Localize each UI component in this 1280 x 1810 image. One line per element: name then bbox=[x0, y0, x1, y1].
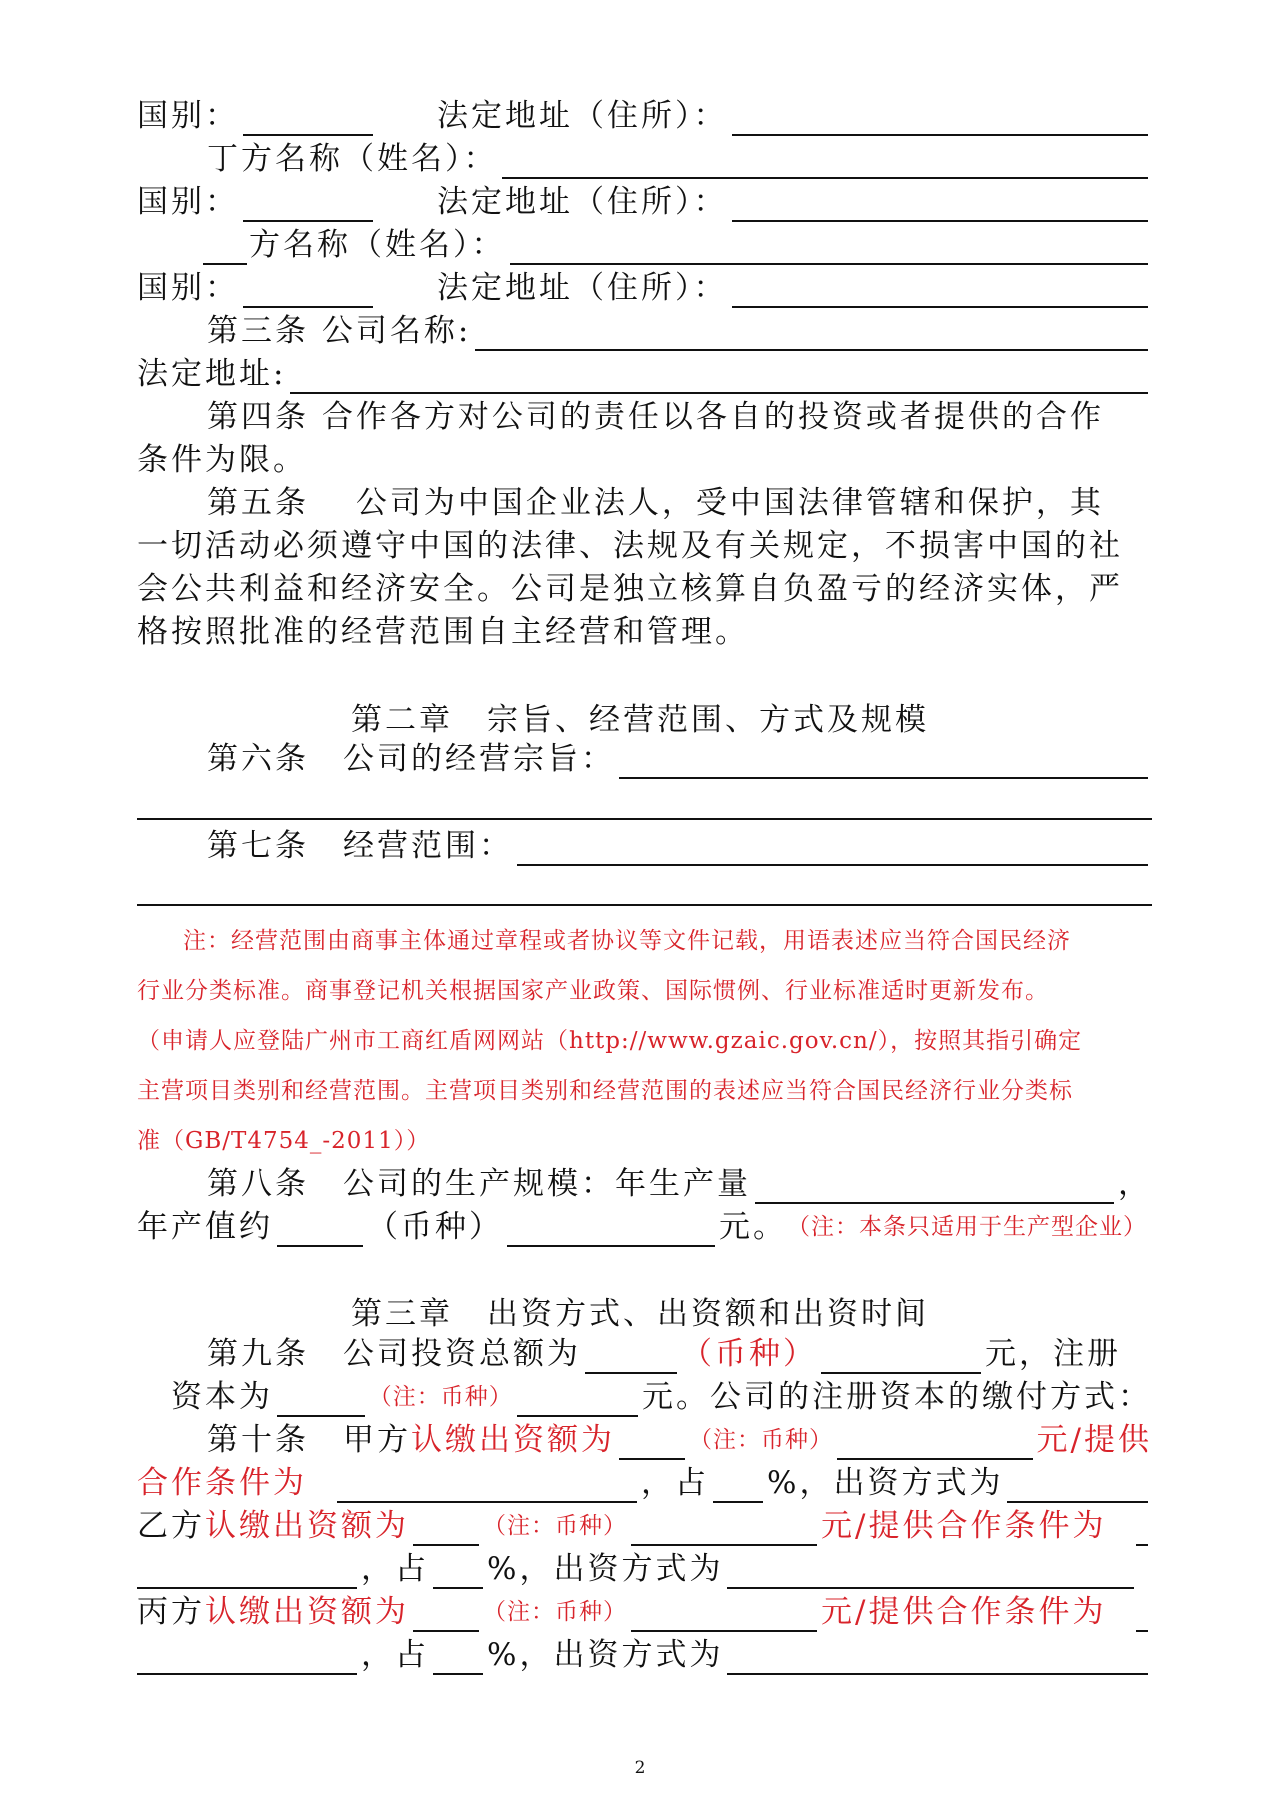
article-5-text: 会公共利益和经济安全。公司是独立核算自负盈亏的经济实体，严 bbox=[137, 571, 1123, 607]
article-5-line-3 bbox=[137, 565, 1152, 609]
blank-party-a-amount[interactable] bbox=[619, 1424, 685, 1460]
label-cooperation-conditions: 合作条件为 bbox=[137, 1465, 307, 1501]
line-article-9 bbox=[137, 1330, 1152, 1374]
blank-party-prefix[interactable] bbox=[203, 229, 247, 265]
note-line: 准（GB/T4754_-2011）） bbox=[137, 1128, 431, 1154]
note-currency: （注：币种） bbox=[483, 1599, 627, 1625]
line-annual-value bbox=[137, 1203, 1152, 1247]
line-party-d-name bbox=[137, 135, 1152, 179]
blank-annual-value[interactable] bbox=[277, 1211, 363, 1247]
blank-party-b-currency-amount[interactable] bbox=[631, 1510, 817, 1546]
label-contribution-method: %，出资方式为 bbox=[487, 1551, 724, 1587]
label-legal-address: 法定地址（住所）： bbox=[437, 184, 728, 220]
label-currency: （币种） bbox=[367, 1209, 503, 1245]
chapter-3-heading: 第三章 出资方式、出资额和出资时间 bbox=[351, 1296, 929, 1332]
article-3-label: 第三条 公司名称: bbox=[207, 313, 472, 349]
blank-registered-capital[interactable] bbox=[277, 1381, 365, 1417]
label-payment-method: 元。公司的注册资本的缴付方式： bbox=[642, 1379, 1152, 1415]
article-5-text: 一切活动必须遵守中国的法律、法规及有关规定，不损害中国的社 bbox=[137, 528, 1123, 564]
label-subscribed-amount: 认缴出资额为 bbox=[205, 1508, 409, 1544]
blank-party-b-conditions[interactable] bbox=[1136, 1510, 1148, 1546]
blank-party-a-method[interactable] bbox=[1007, 1467, 1148, 1503]
line-country-c bbox=[137, 92, 1152, 136]
label-yuan-provide: 元/提供合作条件为 bbox=[821, 1508, 1107, 1544]
blank-party-a-currency-amount[interactable] bbox=[837, 1424, 1033, 1460]
note-currency: （注：币种） bbox=[689, 1427, 833, 1453]
article-4-line-1 bbox=[137, 393, 1152, 437]
article-5-line-2 bbox=[137, 522, 1152, 566]
blank-total-amount[interactable] bbox=[821, 1338, 981, 1374]
blank-company-name[interactable] bbox=[475, 315, 1148, 351]
label-country: 国别： bbox=[137, 184, 239, 220]
blank-legal-address[interactable] bbox=[732, 186, 1149, 222]
label-country: 国别： bbox=[137, 270, 239, 306]
blank-business-purpose-cont[interactable] bbox=[137, 818, 1152, 820]
blank-total-investment[interactable] bbox=[585, 1338, 677, 1374]
article-7-label: 第七条 经营范围： bbox=[207, 828, 513, 864]
blank-party-c-conditions-cont[interactable] bbox=[137, 1639, 357, 1675]
blank-registered-amount[interactable] bbox=[517, 1381, 638, 1417]
blank-currency-amount[interactable] bbox=[507, 1211, 715, 1247]
line-party-x-name bbox=[137, 221, 1152, 265]
blank-business-purpose[interactable] bbox=[619, 743, 1148, 779]
label-country: 国别： bbox=[137, 98, 239, 134]
blank-country[interactable] bbox=[243, 100, 373, 136]
line-article-7 bbox=[137, 822, 1152, 866]
blank-company-address[interactable] bbox=[290, 358, 1148, 394]
label-contribution-method: %，出资方式为 bbox=[487, 1637, 724, 1673]
label-subscribed-amount: 认缴出资额为 bbox=[205, 1594, 409, 1630]
label-yuan-provide: 元/提供合作条件为 bbox=[821, 1594, 1107, 1630]
blank-country[interactable] bbox=[243, 186, 373, 222]
article-5-line-4 bbox=[137, 608, 1152, 652]
article-4-text: 条件为限。 bbox=[137, 442, 307, 478]
label-party-c: 丙方 bbox=[137, 1594, 205, 1630]
note-currency: （注：币种） bbox=[368, 1384, 513, 1410]
blank-party-c-percent[interactable] bbox=[433, 1639, 483, 1675]
label-currency: （币种） bbox=[681, 1336, 817, 1372]
chapter-2-heading: 第二章 宗旨、经营范围、方式及规模 bbox=[351, 702, 929, 738]
blank-party-b-amount[interactable] bbox=[413, 1510, 479, 1546]
note-line: 主营项目类别和经营范围。主营项目类别和经营范围的表述应当符合国民经济行业分类标 bbox=[137, 1078, 1073, 1104]
line-party-a-conditions bbox=[137, 1459, 1152, 1503]
blank-annual-output[interactable] bbox=[755, 1168, 1114, 1204]
label-party-x-name: 方名称（姓名）： bbox=[249, 227, 506, 263]
label-yuan-register: 元，注册 bbox=[985, 1336, 1121, 1372]
article-5-text: 格按照批准的经营范围自主经营和管理。 bbox=[137, 614, 749, 650]
line-country-x bbox=[137, 264, 1152, 308]
note-line: 行业分类标准。商事登记机关根据国家产业政策、国际惯例、行业标准适时更新发布。 bbox=[137, 978, 1049, 1004]
note-line: 注：经营范围由商事主体通过章程或者协议等文件记载，用语表述应当符合国民经济 bbox=[183, 928, 1071, 954]
line-party-c bbox=[137, 1588, 1152, 1632]
blank-party-b-conditions-cont[interactable] bbox=[137, 1553, 357, 1589]
label-share: ，占 bbox=[641, 1465, 709, 1501]
label-registered-capital: 资本为 bbox=[171, 1379, 273, 1415]
line-party-c-share bbox=[137, 1631, 1152, 1675]
article-4-text: 第四条 合作各方对公司的责任以各自的投资或者提供的合作 bbox=[207, 399, 1104, 435]
blank-party-b-method[interactable] bbox=[727, 1553, 1134, 1589]
blank-legal-address[interactable] bbox=[732, 272, 1149, 308]
blank-party-a-conditions[interactable] bbox=[337, 1467, 637, 1503]
blank-country[interactable] bbox=[243, 272, 373, 308]
label-share: ，占 bbox=[361, 1637, 429, 1673]
blank-business-scope[interactable] bbox=[517, 830, 1148, 866]
comma: ， bbox=[1118, 1166, 1152, 1202]
line-party-b bbox=[137, 1502, 1152, 1546]
line-country-d bbox=[137, 178, 1152, 222]
blank-party-c-conditions[interactable] bbox=[1136, 1596, 1148, 1632]
line-article-8 bbox=[137, 1160, 1152, 1204]
label-yuan-provide: 元/提供 bbox=[1036, 1422, 1152, 1458]
line-article-6 bbox=[137, 735, 1152, 779]
blank-party-c-method[interactable] bbox=[727, 1639, 1148, 1675]
article-5-text: 第五条 公司为中国企业法人，受中国法律管辖和保护，其 bbox=[207, 485, 1104, 521]
line-party-b-share bbox=[137, 1545, 1152, 1589]
label-yuan: 元。 bbox=[719, 1209, 787, 1245]
article-4-line-2 bbox=[137, 436, 1152, 480]
label-share: ，占 bbox=[361, 1551, 429, 1587]
label-legal-address: 法定地址（住所）： bbox=[437, 270, 728, 306]
note-currency: （注：币种） bbox=[483, 1513, 627, 1539]
label-contribution-method: %，出资方式为 bbox=[767, 1465, 1004, 1501]
blank-party-a-percent[interactable] bbox=[713, 1467, 763, 1503]
line-registered-capital bbox=[137, 1373, 1152, 1417]
label-legal-address: 法定地址（住所）： bbox=[437, 98, 728, 134]
blank-legal-address[interactable] bbox=[732, 100, 1149, 136]
blank-party-c-currency-amount[interactable] bbox=[631, 1596, 817, 1632]
article-8-label: 第八条 公司的生产规模：年生产量 bbox=[207, 1166, 751, 1202]
blank-party-b-percent[interactable] bbox=[433, 1553, 483, 1589]
blank-party-x-name[interactable] bbox=[510, 229, 1149, 265]
line-article-10 bbox=[137, 1416, 1152, 1460]
blank-party-d-name[interactable] bbox=[502, 143, 1149, 179]
label-subscribed-amount: 认缴出资额为 bbox=[411, 1422, 615, 1458]
note-line: （申请人应登陆广州市工商红盾网网站（http://www.gzaic.gov.cn/），按照其指引确定 bbox=[137, 1028, 1083, 1054]
blank-party-c-amount[interactable] bbox=[413, 1596, 479, 1632]
note-production-only: （注：本条只适用于生产型企业） bbox=[787, 1214, 1147, 1240]
article-10-label: 第十条 甲方 bbox=[207, 1422, 411, 1458]
article-6-label: 第六条 公司的经营宗旨： bbox=[207, 741, 615, 777]
article-9-label: 第九条 公司投资总额为 bbox=[207, 1336, 581, 1372]
label-annual-value: 年产值约 bbox=[137, 1209, 273, 1245]
label-company-address: 法定地址: bbox=[137, 356, 287, 392]
article-5-line-1 bbox=[137, 479, 1152, 523]
label-party-d-name: 丁方名称（姓名）： bbox=[207, 141, 498, 177]
label-party-b: 乙方 bbox=[137, 1508, 205, 1544]
page-number: 2 bbox=[634, 1758, 646, 1778]
line-article-3 bbox=[137, 307, 1152, 351]
blank-business-scope-cont[interactable] bbox=[137, 904, 1152, 906]
line-legal-address bbox=[137, 350, 1152, 394]
